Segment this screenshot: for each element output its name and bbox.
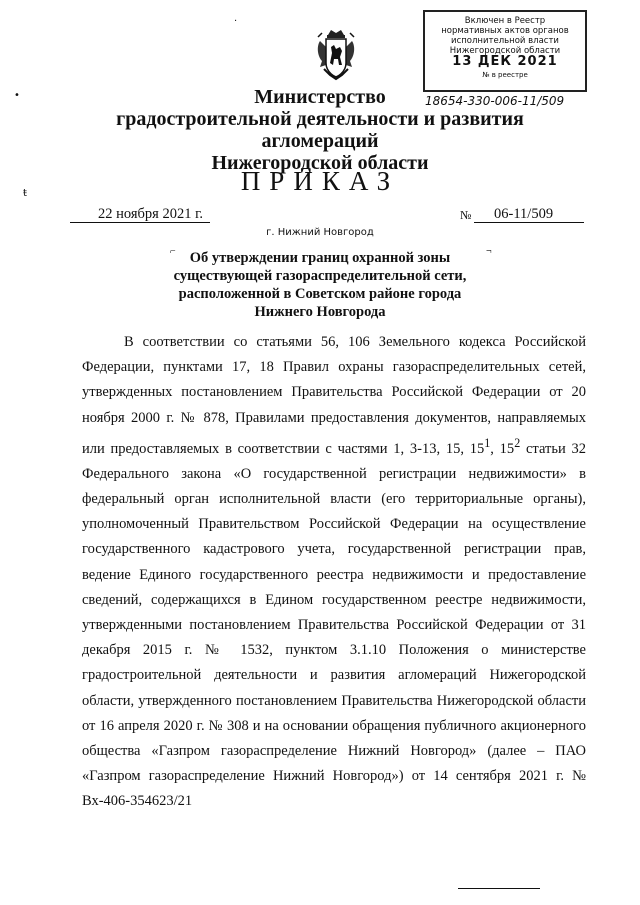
stamp-line: Нижегородской области bbox=[449, 46, 561, 56]
date-underline bbox=[70, 222, 210, 223]
scan-mark: • bbox=[14, 90, 20, 101]
stamp-date: 13 ДЕК 2021 bbox=[452, 54, 558, 69]
document-title bbox=[160, 249, 480, 321]
ministry-line: градостроительной деятельности и развития агломераций bbox=[116, 108, 524, 152]
title-line: расположенной в Советском районе города bbox=[178, 286, 462, 302]
registry-stamp bbox=[423, 10, 587, 92]
document-number: 06-11/509 bbox=[494, 206, 554, 222]
number-label: № bbox=[460, 208, 472, 222]
document-date: 22 ноября 2021 г. bbox=[98, 206, 204, 222]
title-line: существующей газораспределительной сети, bbox=[173, 268, 467, 284]
title-corner-right-icon: ¬ bbox=[486, 246, 492, 257]
superscript: 2 bbox=[514, 435, 521, 450]
document-type: ПРИКАЗ bbox=[240, 166, 400, 196]
body-text-part: статьи 32 Федерального закона «О государственной регистрации недвижимости» в федеральный орган исполнительной власти (его территориальные органы), уполномоченный Правительством Российской Федерации на осуществление государственного кадастрового учета, государственной регистрации прав, ведение Единого государственного реестра недвижимости и предоставление сведений, содержащихся в Едином государственном реестре недвижимости, утвержденными постановлением Правительства Российской Федерации от 31 декабря 2015 г. № 1532, пунктом 3.1.10 Положения о министерстве градостроительной деятельности и развития агломераций Нижегородской области, утвержденного постановлением Правительства Нижегородской области от 16 апреля 2020 г. № 308 и на основании обращения публичного акционерного общества «Газпром газораспределение Нижний Новгород» (далее – ПАО «Газпром газораспределение Нижний Новгород») от 14 сентября 2021 г. № Вх-406-354623/21 bbox=[82, 440, 586, 810]
stamp-registry-number: 18654-330-006-11/509 bbox=[425, 94, 565, 108]
number-underline bbox=[474, 222, 584, 223]
body-text-part: , 15 bbox=[490, 440, 515, 457]
title-line: Нижнего Новгорода bbox=[254, 304, 386, 320]
title-corner-left-icon: ⌐ bbox=[170, 246, 176, 257]
bottom-rule bbox=[458, 888, 540, 889]
scan-mark: ŧ bbox=[23, 188, 27, 199]
stamp-line: Включен в Реестр bbox=[464, 16, 546, 26]
body-paragraph bbox=[82, 330, 586, 815]
ministry-heading bbox=[60, 86, 580, 174]
superscript: 1 bbox=[484, 435, 491, 450]
stamp-line: исполнительной власти bbox=[451, 36, 559, 46]
body-text-part: В соответствии со статьями 56, 106 Земельного кодекса Российской Федерации, пунктами 17, 18 Правил охраны газораспределительных сетей, утвержденных постановлением Правительства Российской Федерации от 20 ноября 2000 г. № 878, Правилами предоставления документов, направляемых или предоставляемых в соответствии с частями 1, 3-13, 15, 15 bbox=[82, 334, 586, 457]
title-line: Об утверждении границ охранной зоны bbox=[189, 250, 451, 266]
scan-mark: · bbox=[234, 16, 238, 27]
stamp-registry-label: № в реестре bbox=[482, 71, 528, 79]
stamp-line: нормативных актов органов bbox=[441, 26, 569, 36]
document-city: г. Нижний Новгород bbox=[266, 227, 374, 238]
ministry-line: Нижегородской области bbox=[211, 152, 429, 174]
coat-of-arms-icon bbox=[314, 27, 358, 85]
ministry-line: Министерство bbox=[254, 86, 386, 108]
